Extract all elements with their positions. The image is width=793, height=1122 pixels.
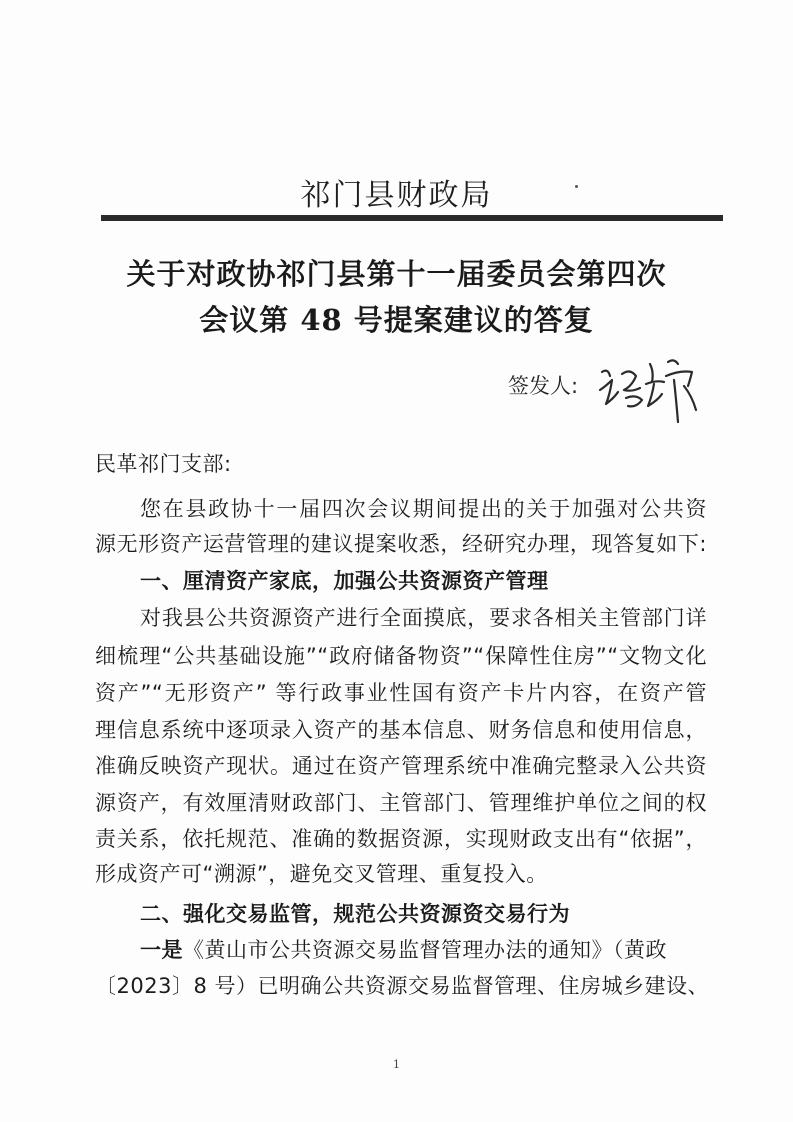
section1-line: 对我县公共资源资产进行全面摸底，要求各相关主管部门详 <box>140 606 707 630</box>
section1-line: 资产”“无形资产” 等行政事业性国有资产卡片内容，在资产管 <box>95 681 707 705</box>
section1-line: 形成资产可“溯源”，避免交叉管理、重复投入。 <box>95 862 548 886</box>
section1-line: 理信息系统中逐项录入资产的基本信息、财务信息和使用信息， <box>95 718 707 742</box>
section2-line-2: 〔2023〕8 号）已明确公共资源交易监督管理、住房城乡建设、 <box>95 974 709 998</box>
section1-heading: 一、厘清资产家底，加强公共资源资产管理 <box>140 569 549 593</box>
header-rule <box>101 215 723 221</box>
section2-line-1 <box>140 934 707 964</box>
section2-lead: 一是 <box>140 938 183 962</box>
section1-line: 责关系，依托规范、准确的数据资源，实现财政支出有“依据”， <box>95 827 707 851</box>
intro-line-1: 您在县政协十一届四次会议期间提出的关于加强对公共资 <box>140 497 707 521</box>
section1-line: 细梳理“公共基础设施”“政府储备物资”“保障性住房”“文物文化 <box>95 644 707 668</box>
signer-label: 签发人: <box>508 374 579 398</box>
section1-line: 准确反映资产现状。通过在资产管理系统中准确完整录入公共资 <box>95 754 707 778</box>
document-title-line2: 会议第 48 号提案建议的答复 <box>199 303 594 337</box>
section2-heading: 二、强化交易监管，规范公共资源资交易行为 <box>140 902 570 926</box>
addressee: 民革祁门支部: <box>95 452 232 476</box>
issuing-organization: 祁门县财政局 <box>300 178 493 213</box>
handwritten-signature <box>596 350 706 430</box>
page-number: 1 <box>393 1058 400 1071</box>
document-title-line1: 关于对政协祁门县第十一届委员会第四次 <box>126 257 667 291</box>
section2-line-1-text: 《黄山市公共资源交易监督管理办法的通知》（黄政 <box>183 938 667 962</box>
intro-line-2: 源无形资产运营管理的建议提案收悉，经研究办理，现答复如下: <box>95 532 707 556</box>
section1-line: 源资产，有效厘清财政部门、主管部门、管理维护单位之间的权 <box>95 791 707 815</box>
